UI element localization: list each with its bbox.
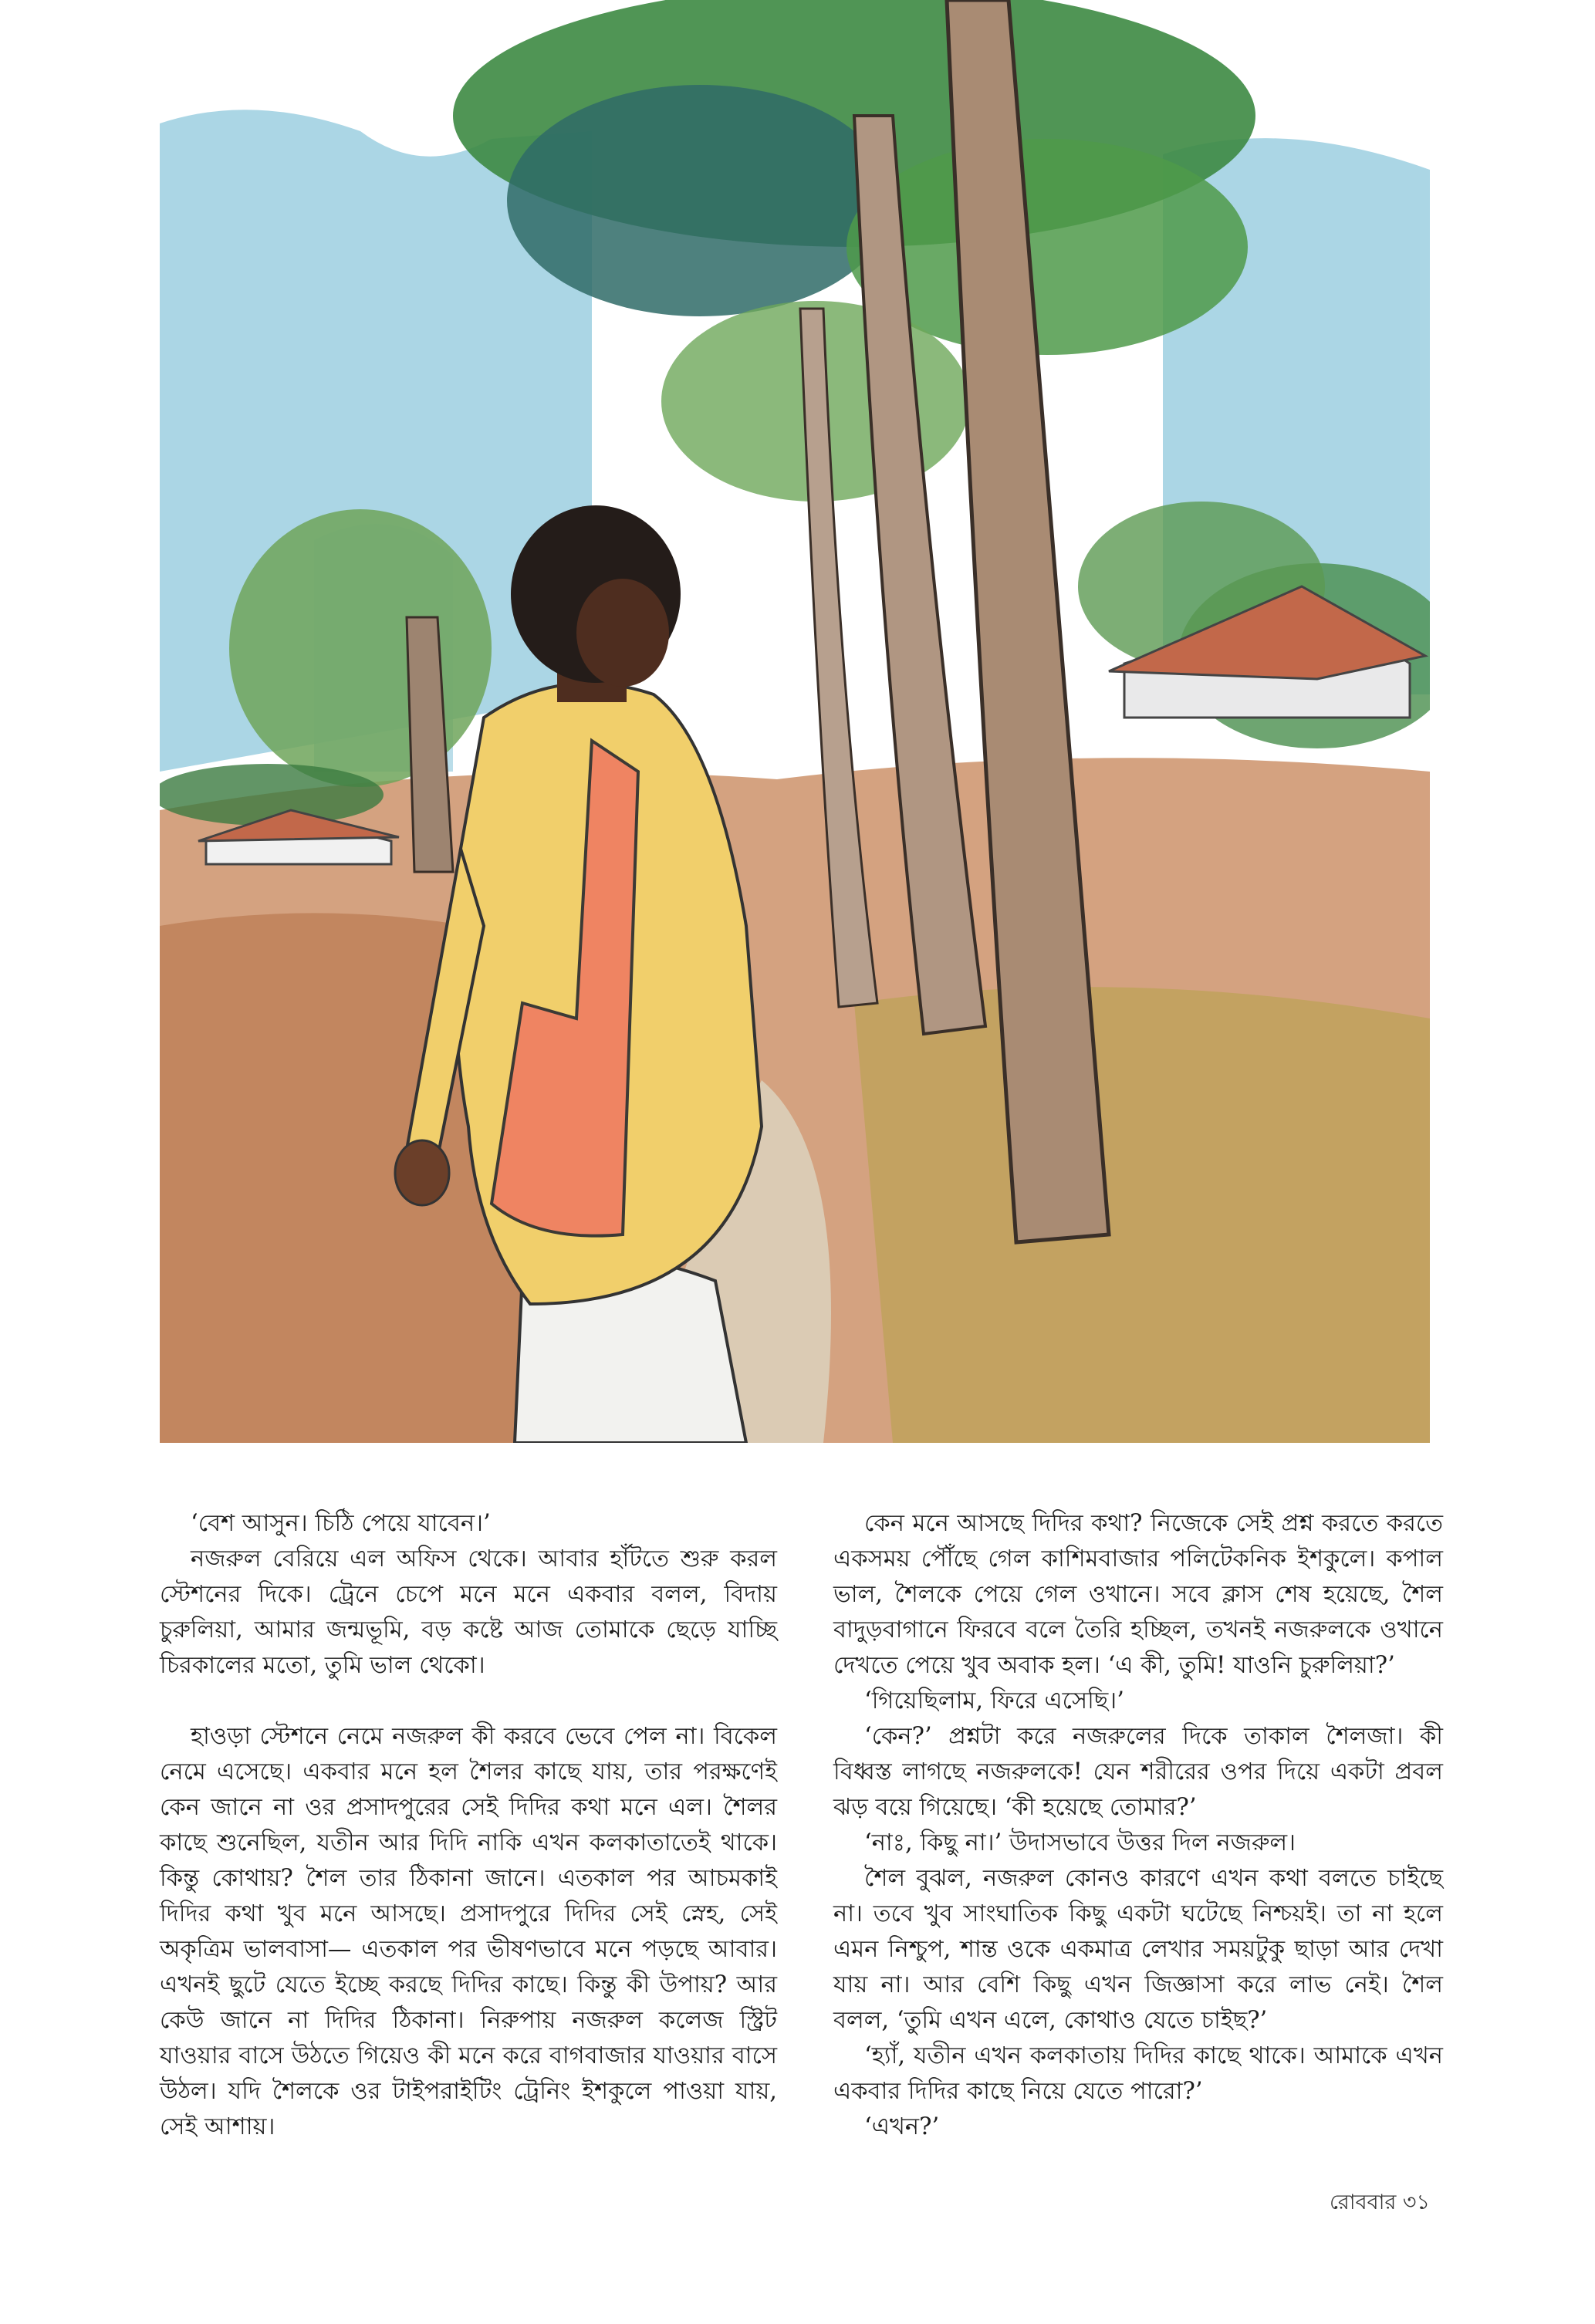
paragraph: কেন মনে আসছে দিদির কথা? নিজেকে সেই প্রশ্ন করতে করতে একসময় পৌঁছে গেল কাশিমবাজার পলিটেকনিক ইশকুলে। কপাল ভাল, শৈলকে পেয়ে গেল ওখানে। সবে ক্লাস শেষ হয়েছে, শৈল বাদুড়বাগানে ফিরবে বলে তৈরি হচ্ছিল, তখনই নজরুলকে ওখানে দেখতে পেয়ে খুব অবাক হল। ‘এ কী, তুমি! যাওনি চুরুলিয়া?’: [833, 1510, 1443, 1679]
text-column-right: [833, 1506, 1443, 2145]
paragraph: ‘কেন?’ প্রশ্নটা করে নজরুলের দিকে তাকাল শৈলজা। কী বিধ্বস্ত লাগছে নজরুলকে! যেন শরীরের ওপর দিয়ে একটা প্রবল ঝড় বয়ে গিয়েছে। ‘কী হয়েছে তোমার?’: [833, 1723, 1443, 1821]
paragraph: নজরুল বেরিয়ে এল অফিস থেকে। আবার হাঁটতে শুরু করল স্টেশনের দিকে। ট্রেনে চেপে মনে মনে একবার বলল, বিদায় চুরুলিয়া, আমার জন্মভূমি, বড় কষ্টে আজ তোমাকে ছেড়ে যাচ্ছি চিরকালের মতো, তুমি ভাল থেকো।: [160, 1545, 777, 1679]
paragraph: হাওড়া স্টেশনে নেমে নজরুল কী করবে ভেবে পেল না। বিকেল নেমে এসেছে। একবার মনে হল শৈলর কাছে যায়, তার পরক্ষণেই কেন জানে না ওর প্রসাদপুরের সেই দিদির কথা মনে এল। শৈলর কাছে শুনেছিল, যতীন আর দিদি নাকি এখন কলকাতাতেই থাকে। কিন্তু কোথায়? শৈল তার ঠিকানা জানে। এতকাল পর আচমকাই দিদির কথা খুব মনে আসছে। প্রসাদপুরে দিদির সেই স্নেহ, সেই অকৃত্রিম ভালবাসা— এতকাল পর ভীষণভাবে মনে পড়ছে আবার। এখনই ছুটে যেতে ইচ্ছে করছে দিদির কাছে। কিন্তু কী উপায়? আর কেউ জানে না দিদির ঠিকানা। নিরুপায় নজরুল কলেজ স্ট্রিট যাওয়ার বাসে উঠতে গিয়েও কী মনে করে বাগবাজার যাওয়ার বাসে উঠল। যদি শৈলকে ওর টাইপরাইটিং ট্রেনিং ইশকুলে পাওয়া যায়, সেই আশায়।: [160, 1723, 777, 2140]
paragraph: ‘বেশ আসুন। চিঠি পেয়ে যাবেন।’: [191, 1510, 491, 1537]
paragraph: ‘হ্যাঁ, যতীন এখন কলকাতায় দিদির কাছে থাকে। আমাকে এখন একবার দিদির কাছে নিয়ে যেতে পারো?’: [833, 2042, 1443, 2105]
paragraph: ‘নাঃ, কিছু না।’ উদাসভাবে উত্তর দিল নজরুল।: [864, 1829, 1296, 1856]
village-path-illustration: [160, 0, 1430, 1443]
page-footer: রোববার ৩১: [1329, 2191, 1430, 2214]
illustration-canvas: [160, 0, 1430, 1443]
paragraph: শৈল বুঝল, নজরুল কোনও কারণে এখন কথা বলতে চাইছে না। তবে খুব সাংঘাতিক কিছু একটা ঘটেছে নিশ্চয়ই। তা না হলে এমন নিশ্চুপ, শান্ত ওকে একমাত্র লেখার সময়টুকু ছাড়া আর দেখা যায় না। আর বেশি কিছু এখন জিজ্ঞাসা করে লাভ নেই। শৈল বলল, ‘তুমি এখন এলে, কোথাও যেতে চাইছ?’: [833, 1865, 1443, 2034]
paragraph: ‘গিয়েছিলাম, ফিরে এসেছি।’: [864, 1687, 1124, 1714]
text-column-left: [160, 1506, 777, 2145]
paragraph: ‘এখন?’: [864, 2113, 940, 2140]
